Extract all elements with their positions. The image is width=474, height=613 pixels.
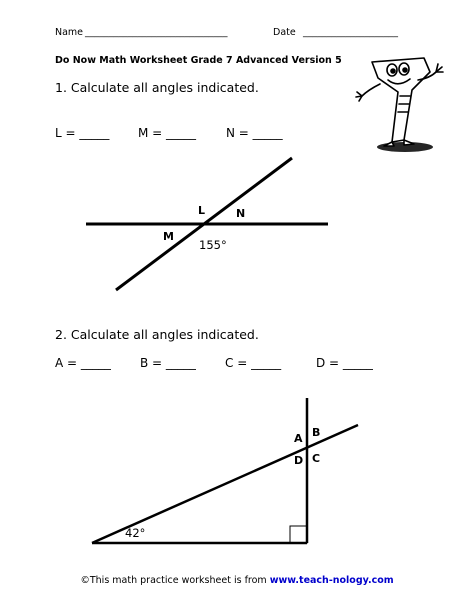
given-angle-155: 155° xyxy=(199,238,227,252)
footer xyxy=(0,575,474,586)
label-a: A xyxy=(294,432,303,445)
footer-link[interactable]: www.teach-nology.com xyxy=(269,575,394,586)
label-l: L xyxy=(198,204,206,217)
label-b: B xyxy=(312,426,321,439)
date-label: Date xyxy=(273,27,296,38)
footer-text: ©This math practice worksheet is from xyxy=(80,575,270,586)
answer-a: A = _____ xyxy=(55,356,111,370)
given-angle-42: 42° xyxy=(125,526,146,540)
worksheet-title: Do Now Math Worksheet Grade 7 Advanced Version 5 xyxy=(55,55,342,66)
answer-d: D = _____ xyxy=(316,356,373,370)
answer-b: B = _____ xyxy=(140,356,196,370)
answer-c: C = _____ xyxy=(225,356,282,370)
label-m: M xyxy=(163,230,174,243)
question-1-prompt: 1. Calculate all angles indicated. xyxy=(55,80,259,95)
label-n: N xyxy=(236,207,246,220)
answer-n: N = _____ xyxy=(226,126,283,140)
label-c: C xyxy=(312,452,321,465)
label-d: D xyxy=(294,454,304,467)
right-angle-marker xyxy=(290,526,307,543)
answer-m: M = _____ xyxy=(138,126,197,140)
name-label: Name xyxy=(55,27,84,38)
date-blank[interactable]: ____________________ xyxy=(303,27,398,38)
answer-l: L = _____ xyxy=(55,126,110,140)
name-blank[interactable]: ______________________________ xyxy=(85,27,228,38)
question-2-prompt: 2. Calculate all angles indicated. xyxy=(55,327,259,342)
